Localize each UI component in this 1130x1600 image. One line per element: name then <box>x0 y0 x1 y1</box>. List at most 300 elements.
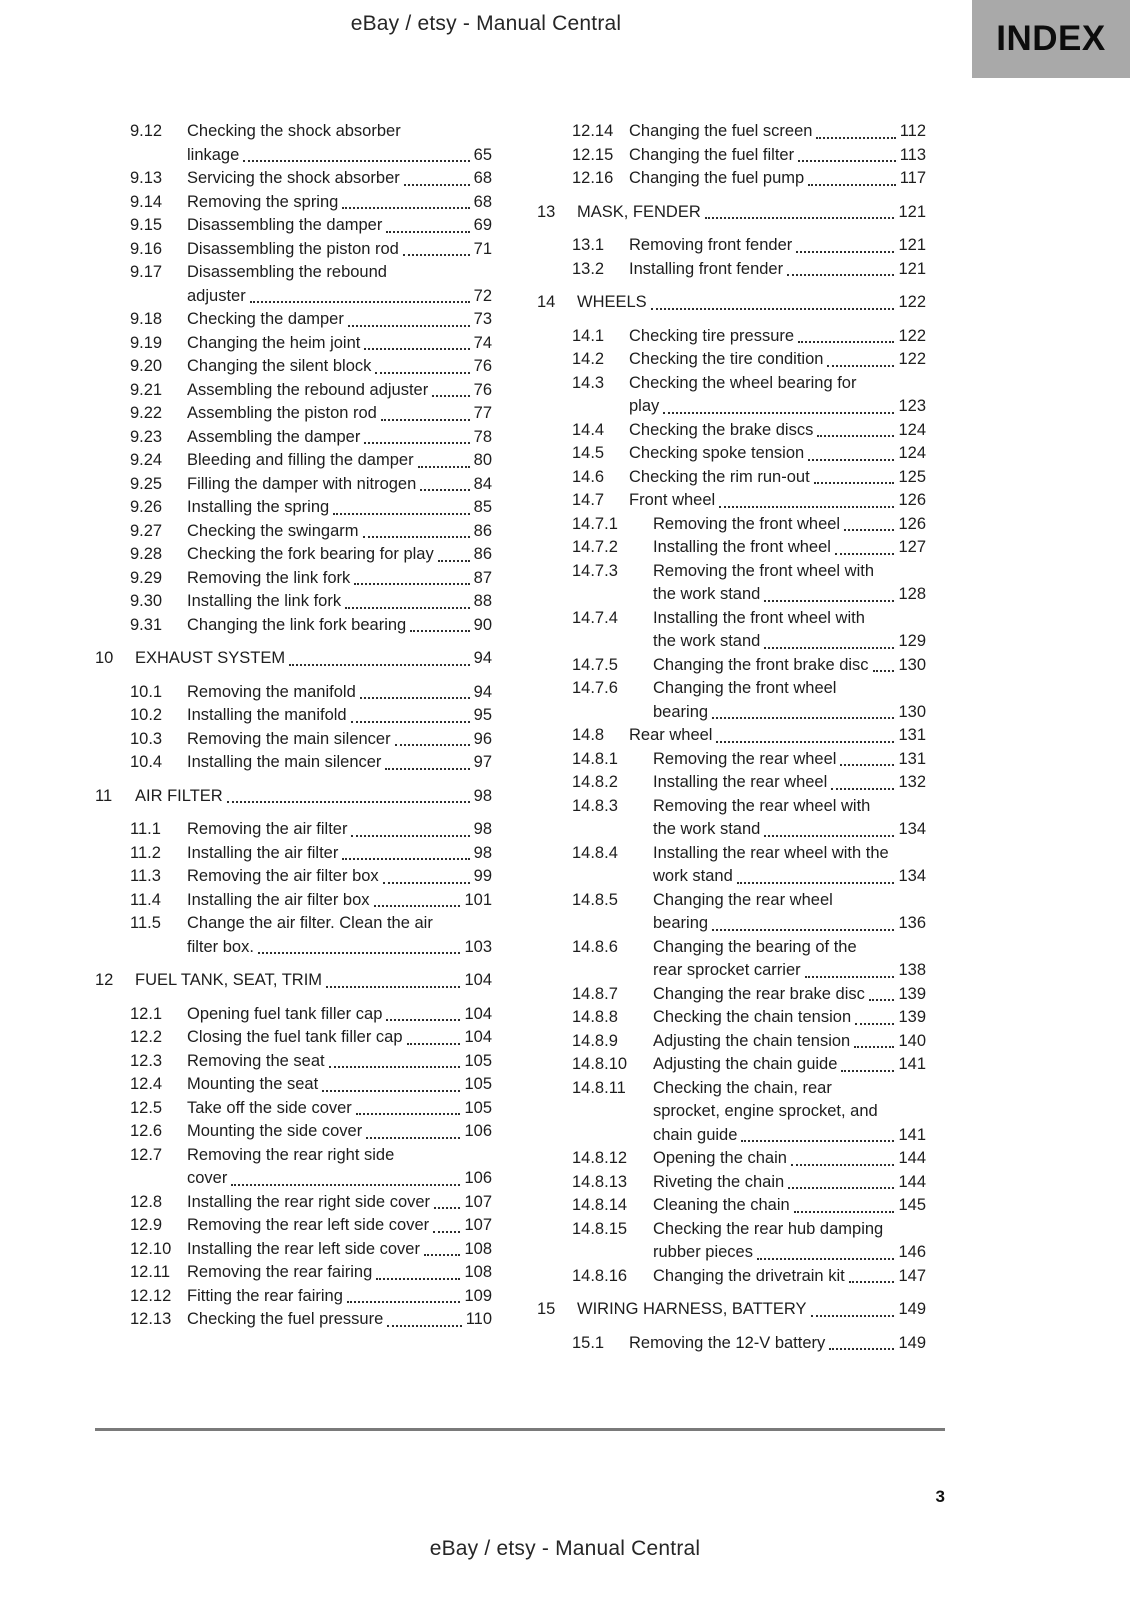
toc-entry-line <box>187 842 492 866</box>
toc-entry-line <box>629 234 926 258</box>
toc-entry-page: 125 <box>898 467 926 486</box>
toc-entry-line <box>187 1026 492 1050</box>
toc-entry-title: Rear wheel <box>629 726 713 744</box>
toc-entry <box>537 842 926 889</box>
toc-entry-page: 90 <box>473 615 492 634</box>
toc-entry-line <box>629 419 926 443</box>
toc-entry-line <box>187 681 492 705</box>
dot-leader <box>385 768 469 770</box>
dot-leader <box>663 412 894 414</box>
toc-entry-body <box>629 234 926 258</box>
toc-entry-line <box>187 728 492 752</box>
toc-entry-line <box>629 120 926 144</box>
toc-entry-line <box>187 473 492 497</box>
toc-entry-body <box>187 214 492 238</box>
dot-leader <box>764 600 894 602</box>
toc-entry-title: Removing the rear wheel <box>653 749 837 768</box>
toc-entry-number: 14 <box>537 293 556 311</box>
toc-entry-body <box>577 201 926 225</box>
toc-entry <box>537 748 926 772</box>
toc-entry-title: Installing the air filter box <box>187 890 370 909</box>
toc-entry-page: 112 <box>899 122 926 140</box>
toc-entry <box>95 1238 492 1262</box>
toc-entry-number: 14.7.2 <box>572 538 618 556</box>
index-badge <box>972 0 1130 78</box>
toc-entry-number: 9.22 <box>130 404 163 422</box>
toc-entry-line: Changing the bearing of the <box>653 937 857 956</box>
toc-entry-body <box>187 1285 492 1309</box>
toc-entry <box>95 332 492 356</box>
toc-entry <box>537 795 926 842</box>
toc-entry-page: 121 <box>898 202 926 221</box>
toc-entry <box>537 234 926 258</box>
toc-entry-title: Installing the spring <box>187 498 330 516</box>
toc-entry-line <box>187 355 492 379</box>
toc-entry-page: 127 <box>898 538 926 556</box>
toc-entry-body <box>187 704 492 728</box>
toc-entry-page: 149 <box>898 1333 926 1352</box>
toc-entry-number: 9.28 <box>130 545 163 563</box>
toc-entry-number: 12.1 <box>130 1004 163 1023</box>
toc-entry-number: 14.5 <box>572 444 605 462</box>
toc-entry-body <box>187 728 492 752</box>
toc-entry-number: 14.8.4 <box>572 843 618 862</box>
toc-entry-body <box>187 449 492 473</box>
toc-entry-line <box>653 1147 926 1171</box>
toc-entry-number: 15 <box>537 1300 556 1318</box>
dot-leader <box>787 274 894 276</box>
toc-entry-title: Riveting the chain <box>653 1172 785 1191</box>
toc-entry-title: Checking tire pressure <box>629 326 795 345</box>
footer-title: eBay / etsy - Manual Central <box>429 1537 701 1560</box>
toc-entry-body <box>187 238 492 262</box>
toc-entry <box>95 426 492 450</box>
toc-entry-title: play <box>629 397 660 415</box>
toc-entry-body <box>187 1120 492 1144</box>
toc-entry-line <box>187 865 492 889</box>
toc-entry-line <box>653 983 926 1007</box>
toc-entry-page: 98 <box>473 820 492 838</box>
toc-entry-page: 110 <box>465 1310 492 1328</box>
toc-entry <box>537 325 926 349</box>
toc-entry-line <box>653 1124 926 1148</box>
toc-entry-body <box>187 543 492 567</box>
toc-entry-title: Closing the fuel tank filler cap <box>187 1028 403 1046</box>
toc-entry <box>537 536 926 560</box>
toc-entry-page: 141 <box>898 1125 926 1144</box>
toc-entry-number: 12.9 <box>130 1216 163 1234</box>
toc-entry-body <box>629 325 926 349</box>
toc-entry-page: 134 <box>898 820 926 838</box>
toc-entry-title: the work stand <box>653 632 761 650</box>
toc-entry-title: Checking the chain tension <box>653 1008 852 1026</box>
toc-entry-line <box>187 238 492 262</box>
toc-entry-line <box>653 654 926 678</box>
dot-leader <box>438 560 470 562</box>
toc-entry-line <box>135 647 492 671</box>
toc-entry-number: 9.30 <box>130 592 163 610</box>
toc-entry-title: Changing the heim joint <box>187 333 361 352</box>
toc-entry-line <box>187 704 492 728</box>
toc-entry-page: 76 <box>473 357 492 375</box>
dot-leader <box>354 583 469 585</box>
toc-entry-number: 14.8.6 <box>572 937 618 956</box>
dot-leader <box>243 160 469 162</box>
toc-entry-body <box>653 607 926 654</box>
toc-entry-title: Removing the 12-V battery <box>629 1333 826 1352</box>
toc-entry-title: Cleaning the chain <box>653 1196 790 1214</box>
toc-entry <box>537 1194 926 1218</box>
toc-entry-number: 9.19 <box>130 333 163 352</box>
dot-leader <box>808 184 895 186</box>
toc-entry-title: Adjusting the chain tension <box>653 1031 851 1050</box>
toc-entry-line <box>653 1265 926 1289</box>
toc-entry-title: Checking the tire condition <box>629 350 824 368</box>
toc-entry-body <box>187 842 492 866</box>
toc-entry-page: 132 <box>898 773 926 791</box>
toc-entry-line <box>187 496 492 520</box>
toc-entry-number: 10 <box>95 649 114 667</box>
dot-leader <box>231 1184 460 1186</box>
toc-entry-body <box>187 614 492 638</box>
toc-entry-title: Removing the front wheel <box>653 514 841 533</box>
toc-entry <box>95 214 492 238</box>
dot-leader <box>329 1066 461 1068</box>
toc-entry-body <box>187 402 492 426</box>
toc-entry-title: Changing the silent block <box>187 357 372 375</box>
toc-entry-number: 14.8.10 <box>572 1055 628 1073</box>
dot-leader <box>374 905 461 907</box>
toc-entry-body <box>135 785 492 809</box>
dot-leader <box>434 1207 460 1209</box>
dot-leader <box>651 308 895 310</box>
toc-entry <box>95 1050 492 1074</box>
toc-entry-page: 128 <box>898 585 926 603</box>
toc-entry-line: Checking the chain, rear <box>653 1078 832 1097</box>
toc-entry <box>95 1003 492 1027</box>
toc-entry <box>95 1285 492 1309</box>
dot-leader <box>386 1019 460 1021</box>
toc-entry-number: 14.2 <box>572 350 605 368</box>
toc-entry-page: 126 <box>898 491 926 509</box>
toc-entry <box>537 466 926 490</box>
toc-entry <box>95 1191 492 1215</box>
toc-entry-page: 94 <box>473 649 492 667</box>
toc-entry-page: 145 <box>898 1196 926 1214</box>
toc-entry-number: 14.7.5 <box>572 655 618 674</box>
toc-entry-page: 136 <box>898 914 926 932</box>
toc-entry-title: Mounting the side cover <box>187 1122 363 1140</box>
toc-entry-number: 11.4 <box>130 890 161 909</box>
toc-entry-title: Changing the front brake disc <box>653 655 869 674</box>
toc-entry <box>537 1053 926 1077</box>
toc-entry-number: 12.6 <box>130 1122 163 1140</box>
toc-entry-title: Filling the damper with nitrogen <box>187 474 417 493</box>
toc-entry-body <box>187 379 492 403</box>
toc-entry <box>95 449 492 473</box>
toc-column-left <box>95 120 492 1332</box>
toc-entry <box>537 258 926 282</box>
toc-entry-number: 14.3 <box>572 373 605 392</box>
dot-leader <box>808 459 894 461</box>
toc-entry-body <box>187 261 492 308</box>
toc-entry <box>537 654 926 678</box>
toc-entry-body <box>187 567 492 591</box>
dot-leader <box>817 435 894 437</box>
toc-entry-body <box>653 536 926 560</box>
toc-entry-body <box>629 466 926 490</box>
toc-entry-page: 106 <box>464 1169 492 1187</box>
toc-entry-page: 107 <box>464 1216 492 1234</box>
toc-entry <box>95 590 492 614</box>
toc-entry <box>95 520 492 544</box>
toc-entry-page: 98 <box>473 843 492 862</box>
toc-entry-line <box>187 1261 492 1285</box>
toc-entry-title: Checking the brake discs <box>629 420 814 439</box>
toc-entry-line <box>187 1285 492 1309</box>
toc-entry-line <box>187 567 492 591</box>
dot-leader <box>798 341 894 343</box>
toc-entry <box>95 647 492 671</box>
toc-entry-title: Assembling the rebound adjuster <box>187 380 429 399</box>
dot-leader <box>363 536 470 538</box>
toc-entry-number: 12 <box>95 971 114 989</box>
toc-entry-title: Removing the manifold <box>187 682 356 701</box>
toc-entry-page: 124 <box>898 444 926 462</box>
toc-entry-line <box>653 748 926 772</box>
toc-entry-body <box>629 489 926 513</box>
toc-entry <box>95 402 492 426</box>
toc-entry-number: 14.8.13 <box>572 1172 628 1191</box>
toc-entry <box>95 969 492 993</box>
toc-entry-line <box>653 701 926 725</box>
toc-entry-title: Adjusting the chain guide <box>653 1055 838 1073</box>
toc-entry <box>95 614 492 638</box>
toc-entry-line <box>187 520 492 544</box>
toc-entry-title: the work stand <box>653 585 761 603</box>
toc-entry-line <box>187 614 492 638</box>
dot-leader <box>407 1043 461 1045</box>
toc-entry <box>537 1147 926 1171</box>
toc-entry <box>537 120 926 144</box>
toc-entry <box>95 889 492 913</box>
toc-entry-line <box>653 536 926 560</box>
toc-entry-number: 12.8 <box>130 1192 163 1211</box>
toc-entry-line <box>653 1194 926 1218</box>
toc-entry-line <box>629 395 926 419</box>
toc-entry-page: 86 <box>473 545 492 563</box>
toc-entry-number: 9.29 <box>130 568 163 587</box>
toc-entry-number: 14.8.16 <box>572 1266 628 1285</box>
toc-entry-title: Take off the side cover <box>187 1098 352 1117</box>
toc-entry <box>537 1298 926 1322</box>
toc-entry <box>95 1308 492 1332</box>
toc-entry-body <box>187 1191 492 1215</box>
toc-entry-page: 69 <box>473 216 492 234</box>
toc-entry-body <box>187 1003 492 1027</box>
toc-entry-body <box>629 144 926 168</box>
dot-leader <box>381 419 470 421</box>
toc-entry-line <box>653 1241 926 1265</box>
dot-leader <box>712 717 894 719</box>
dot-leader <box>375 372 469 374</box>
toc-entry-page: 113 <box>899 145 926 164</box>
toc-entry <box>95 818 492 842</box>
toc-entry-title: Removing front fender <box>629 236 793 254</box>
toc-entry-line: Changing the front wheel <box>653 679 837 697</box>
toc-entry-title: Bleeding and filling the damper <box>187 451 414 469</box>
toc-entry-number: 10.3 <box>130 729 163 748</box>
toc-entry-number: 14.8.3 <box>572 796 618 815</box>
toc-entry-body <box>135 969 492 993</box>
toc-entry-body <box>187 865 492 889</box>
dot-leader <box>788 1187 894 1189</box>
toc-entry-number: 11.3 <box>130 867 161 885</box>
toc-entry-body <box>577 291 926 315</box>
toc-entry-page: 84 <box>473 474 492 493</box>
toc-entry-line <box>187 1167 492 1191</box>
toc-entry-number: 9.23 <box>130 427 163 446</box>
toc-entry-page: 126 <box>898 514 926 533</box>
toc-entry-line <box>653 1053 926 1077</box>
toc-entry-title: Installing the manifold <box>187 706 347 724</box>
toc-entry <box>537 677 926 724</box>
toc-entry-line <box>629 1332 926 1356</box>
dot-leader <box>432 395 469 397</box>
dot-leader <box>333 513 469 515</box>
toc-entry-number: 14.8 <box>572 726 605 744</box>
toc-entry-title: Opening fuel tank filler cap <box>187 1004 383 1023</box>
toc-entry-body <box>187 912 492 959</box>
toc-entry-title: EXHAUST SYSTEM <box>135 649 286 667</box>
toc-entry-number: 9.18 <box>130 310 163 328</box>
toc-entry-title: Installing the rear left side cover <box>187 1239 420 1258</box>
toc-entry-line: Change the air filter. Clean the air <box>187 914 433 932</box>
toc-entry-number: 14.1 <box>572 326 605 345</box>
toc-entry-number: 14.8.11 <box>572 1078 626 1097</box>
toc-entry-body <box>653 1053 926 1077</box>
toc-entry-body <box>653 1006 926 1030</box>
toc-entry <box>95 912 492 959</box>
toc-entry <box>537 1006 926 1030</box>
toc-entry-number: 14.7 <box>572 491 605 509</box>
dot-leader <box>395 744 470 746</box>
toc-entry-body <box>187 1050 492 1074</box>
toc-entry <box>95 308 492 332</box>
toc-entry-body <box>653 771 926 795</box>
toc-entry-title: filter box. <box>187 937 254 956</box>
toc-entry-line <box>187 1003 492 1027</box>
toc-entry-title: Assembling the damper <box>187 427 361 446</box>
toc-entry-title: Removing the rear fairing <box>187 1263 373 1281</box>
dot-leader <box>387 1325 461 1327</box>
toc-entry-number: 11 <box>95 786 113 805</box>
toc-entry-page: 96 <box>473 729 492 748</box>
toc-entry-number: 14.6 <box>572 467 605 486</box>
dot-leader <box>348 325 470 327</box>
dot-leader <box>764 835 894 837</box>
toc-entry <box>95 379 492 403</box>
toc-entry-title: AIR FILTER <box>135 786 223 805</box>
dot-leader <box>386 231 469 233</box>
toc-entry <box>537 442 926 466</box>
dot-leader <box>791 1164 895 1166</box>
dot-leader <box>364 442 469 444</box>
toc-entry <box>537 1030 926 1054</box>
toc-entry-line <box>187 1191 492 1215</box>
toc-entry-page: 65 <box>473 145 492 164</box>
toc-entry <box>537 348 926 372</box>
toc-entry-page: 86 <box>473 521 492 540</box>
page-number: 3 <box>935 1487 945 1506</box>
dot-leader <box>855 1023 894 1025</box>
toc-entry-number: 12.11 <box>130 1263 171 1281</box>
toc-entry-number: 9.13 <box>130 169 163 187</box>
toc-entry-page: 122 <box>898 350 926 368</box>
dot-leader <box>351 721 470 723</box>
toc-entry <box>95 751 492 775</box>
dot-leader <box>854 1046 894 1048</box>
toc-entry-line <box>629 167 926 191</box>
toc-entry-body <box>187 426 492 450</box>
toc-entry-number: 9.25 <box>130 474 163 493</box>
toc-entry-page: 141 <box>898 1055 926 1073</box>
toc-entry-body <box>629 419 926 443</box>
toc-entry-line <box>187 818 492 842</box>
toc-entry-body <box>629 348 926 372</box>
toc-entry-line <box>187 889 492 913</box>
toc-entry-page: 105 <box>464 1075 492 1093</box>
toc-entry-number: 14.7.1 <box>572 514 618 533</box>
toc-entry-body <box>653 842 926 889</box>
toc-entry-title: cover <box>187 1169 228 1187</box>
toc-entry-line <box>187 1214 492 1238</box>
toc-entry-title: Installing the link fork <box>187 592 342 610</box>
toc-entry-number: 9.16 <box>130 239 163 258</box>
toc-entry-title: Installing the rear wheel <box>653 773 828 791</box>
toc-entry-title: work stand <box>653 867 733 885</box>
toc-entry-page: 78 <box>473 427 492 446</box>
toc-entry-body <box>653 1171 926 1195</box>
dot-leader <box>798 160 896 162</box>
toc-entry-number: 9.20 <box>130 357 163 375</box>
toc-entry <box>537 291 926 315</box>
toc-entry-title: Installing the air filter <box>187 843 339 862</box>
toc-entry-line <box>135 785 492 809</box>
toc-entry-body <box>653 1265 926 1289</box>
toc-entry-title: bearing <box>653 702 709 721</box>
toc-entry-title: Servicing the shock absorber <box>187 169 400 187</box>
toc-entry-line: Checking the wheel bearing for <box>629 373 857 392</box>
dot-leader <box>741 1140 894 1142</box>
dot-leader <box>811 1315 895 1317</box>
toc-entry-body <box>187 1026 492 1050</box>
toc-entry-number: 9.31 <box>130 615 163 634</box>
toc-entry-page: 104 <box>464 971 492 989</box>
toc-entry-body <box>629 120 926 144</box>
toc-entry-number: 13.2 <box>572 259 605 278</box>
toc-entry-line <box>187 214 492 238</box>
toc-entry <box>537 1265 926 1289</box>
toc-entry-line <box>187 144 492 168</box>
toc-entry-page: 87 <box>473 568 492 587</box>
toc-entry-number: 14.8.1 <box>572 749 618 768</box>
toc-entry-page: 107 <box>464 1192 492 1211</box>
toc-entry-title: MASK, FENDER <box>577 202 701 221</box>
toc-entry-title: Mounting the seat <box>187 1075 319 1093</box>
toc-entry-title: linkage <box>187 145 240 164</box>
toc-entry-line <box>187 1308 492 1332</box>
